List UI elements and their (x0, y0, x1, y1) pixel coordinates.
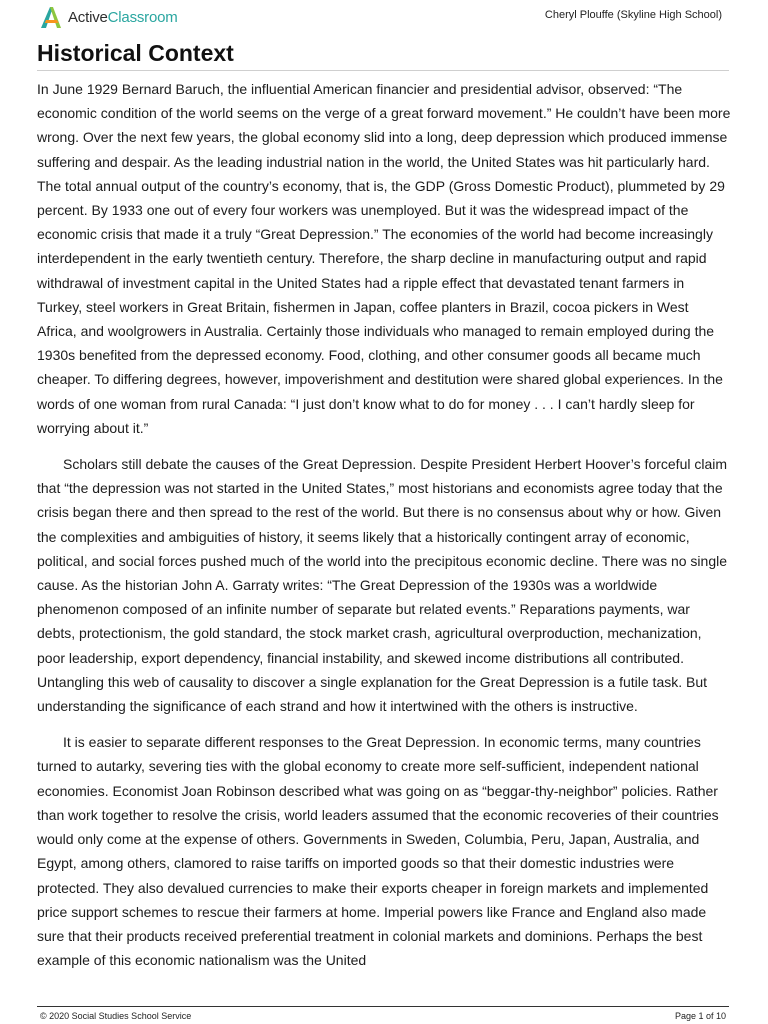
footer-divider (37, 1006, 729, 1007)
footer-copyright: © 2020 Social Studies School Service (40, 1011, 192, 1021)
user-name: Cheryl Plouffe (Skyline High School) (544, 9, 722, 21)
page-header (0, 0, 768, 34)
logo-wordmark (68, 9, 178, 26)
paragraph-1: In June 1929 Bernard Baruch, the influential American financier and presidential advisor, observed: “The economic condition of the world seems on the verge of a great forward movement.” He couldn’t have been more wrong. Over the next few years, the global economy slid into a long, deep depression which produced immense suffering and despair. As the leading industrial nation in the world, the United States was hit particularly hard. The total annual output of the country’s economy, that is, the GDP (Gross Domestic Product), plummeted by 29 percent. By 1933 one out of every four workers was unemployed. But it was the widespread impact of the economic crisis that made it a truly “Great Depression.” The economies of the world had become increasingly interdependent in the early twentieth century. Therefore, the sharp decline in manufacturing output and rapid withdrawal of investment capital in the United States had a ripple effect that devastated tenant farmers in Turkey, steel workers in Great Britain, fishermen in Japan, coffee planters in Brazil, cocoa pickers in West Africa, and woolgrowers in Australia. Certainly those individuals who managed to remain employed during the 1930s benefited from the depressed economy. Food, clothing, and other consumer goods all became much cheaper. To differing degrees, however, impoverishment and destitution were shared global experiences. In the words of one woman from rural Canada: “I just don’t know what to do for money . . . I can’t hardly sleep for worrying about it.” (37, 81, 731, 436)
footer-page-number: Page 1 of 10 (674, 1011, 726, 1021)
page-title: Historical Context (37, 40, 234, 66)
paragraph-3: It is easier to separate different responses to the Great Depression. In economic terms, many countries turned to autarky, severing ties with the global economy to create more self-sufficient, independent national economies. Economist Joan Robinson described what was going on as “beggar-thy-neighbor” policies. Rather than work together to resolve the crisis, world leaders assumed that the economic recoveries of their countries would only come at the expense of others. Governments in Sweden, Columbia, Peru, Japan, Australia, and Egypt, among others, clamored to raise tariffs on imported goods so that their domestic industries were protected. They also devalued currencies to make their exports cheaper in foreign markets and implemented price support schemes to rescue their farmers at home. Imperial powers like France and England also made sure that their products received preferential treatment in colonial markets and dominions. Perhaps the best example of this economic nationalism was the United (37, 734, 719, 969)
paragraph-2: Scholars still debate the causes of the Great Depression. Despite President Herbert Hoover’s forceful claim that “the depression was not started in the United States,” most historians and economists agree today that the crisis began there and then spread to the rest of the world. But there is no consensus about why or how. Given the complexities and ambiguities of history, it seems likely that a historically contingent array of economic, political, and social forces pushed much of the world into the precipitous economic decline. There was no single cause. As the historian John A. Garraty writes: “The Great Depression of the 1930s was a worldwide phenomenon composed of an infinite number of separate but related events.” Reparations payments, war debts, protectionism, the gold standard, the stock market crash, agricultural overproduction, mechanization, poor leadership, export dependency, financial instability, and skewed income distributions all contributed. Untangling this web of causality to discover a single explanation for the Great Depression is a futile task. But understanding the significance of each strand and how it intertwined with the others is instructive. (37, 456, 728, 715)
activeclassroom-logo-icon (38, 4, 64, 30)
document-body (37, 77, 731, 984)
logo-classroom-text: Classroom (107, 8, 178, 26)
activeclassroom-logo[interactable] (38, 2, 178, 32)
logo-active-text: Active (68, 8, 108, 26)
title-divider (37, 70, 729, 71)
